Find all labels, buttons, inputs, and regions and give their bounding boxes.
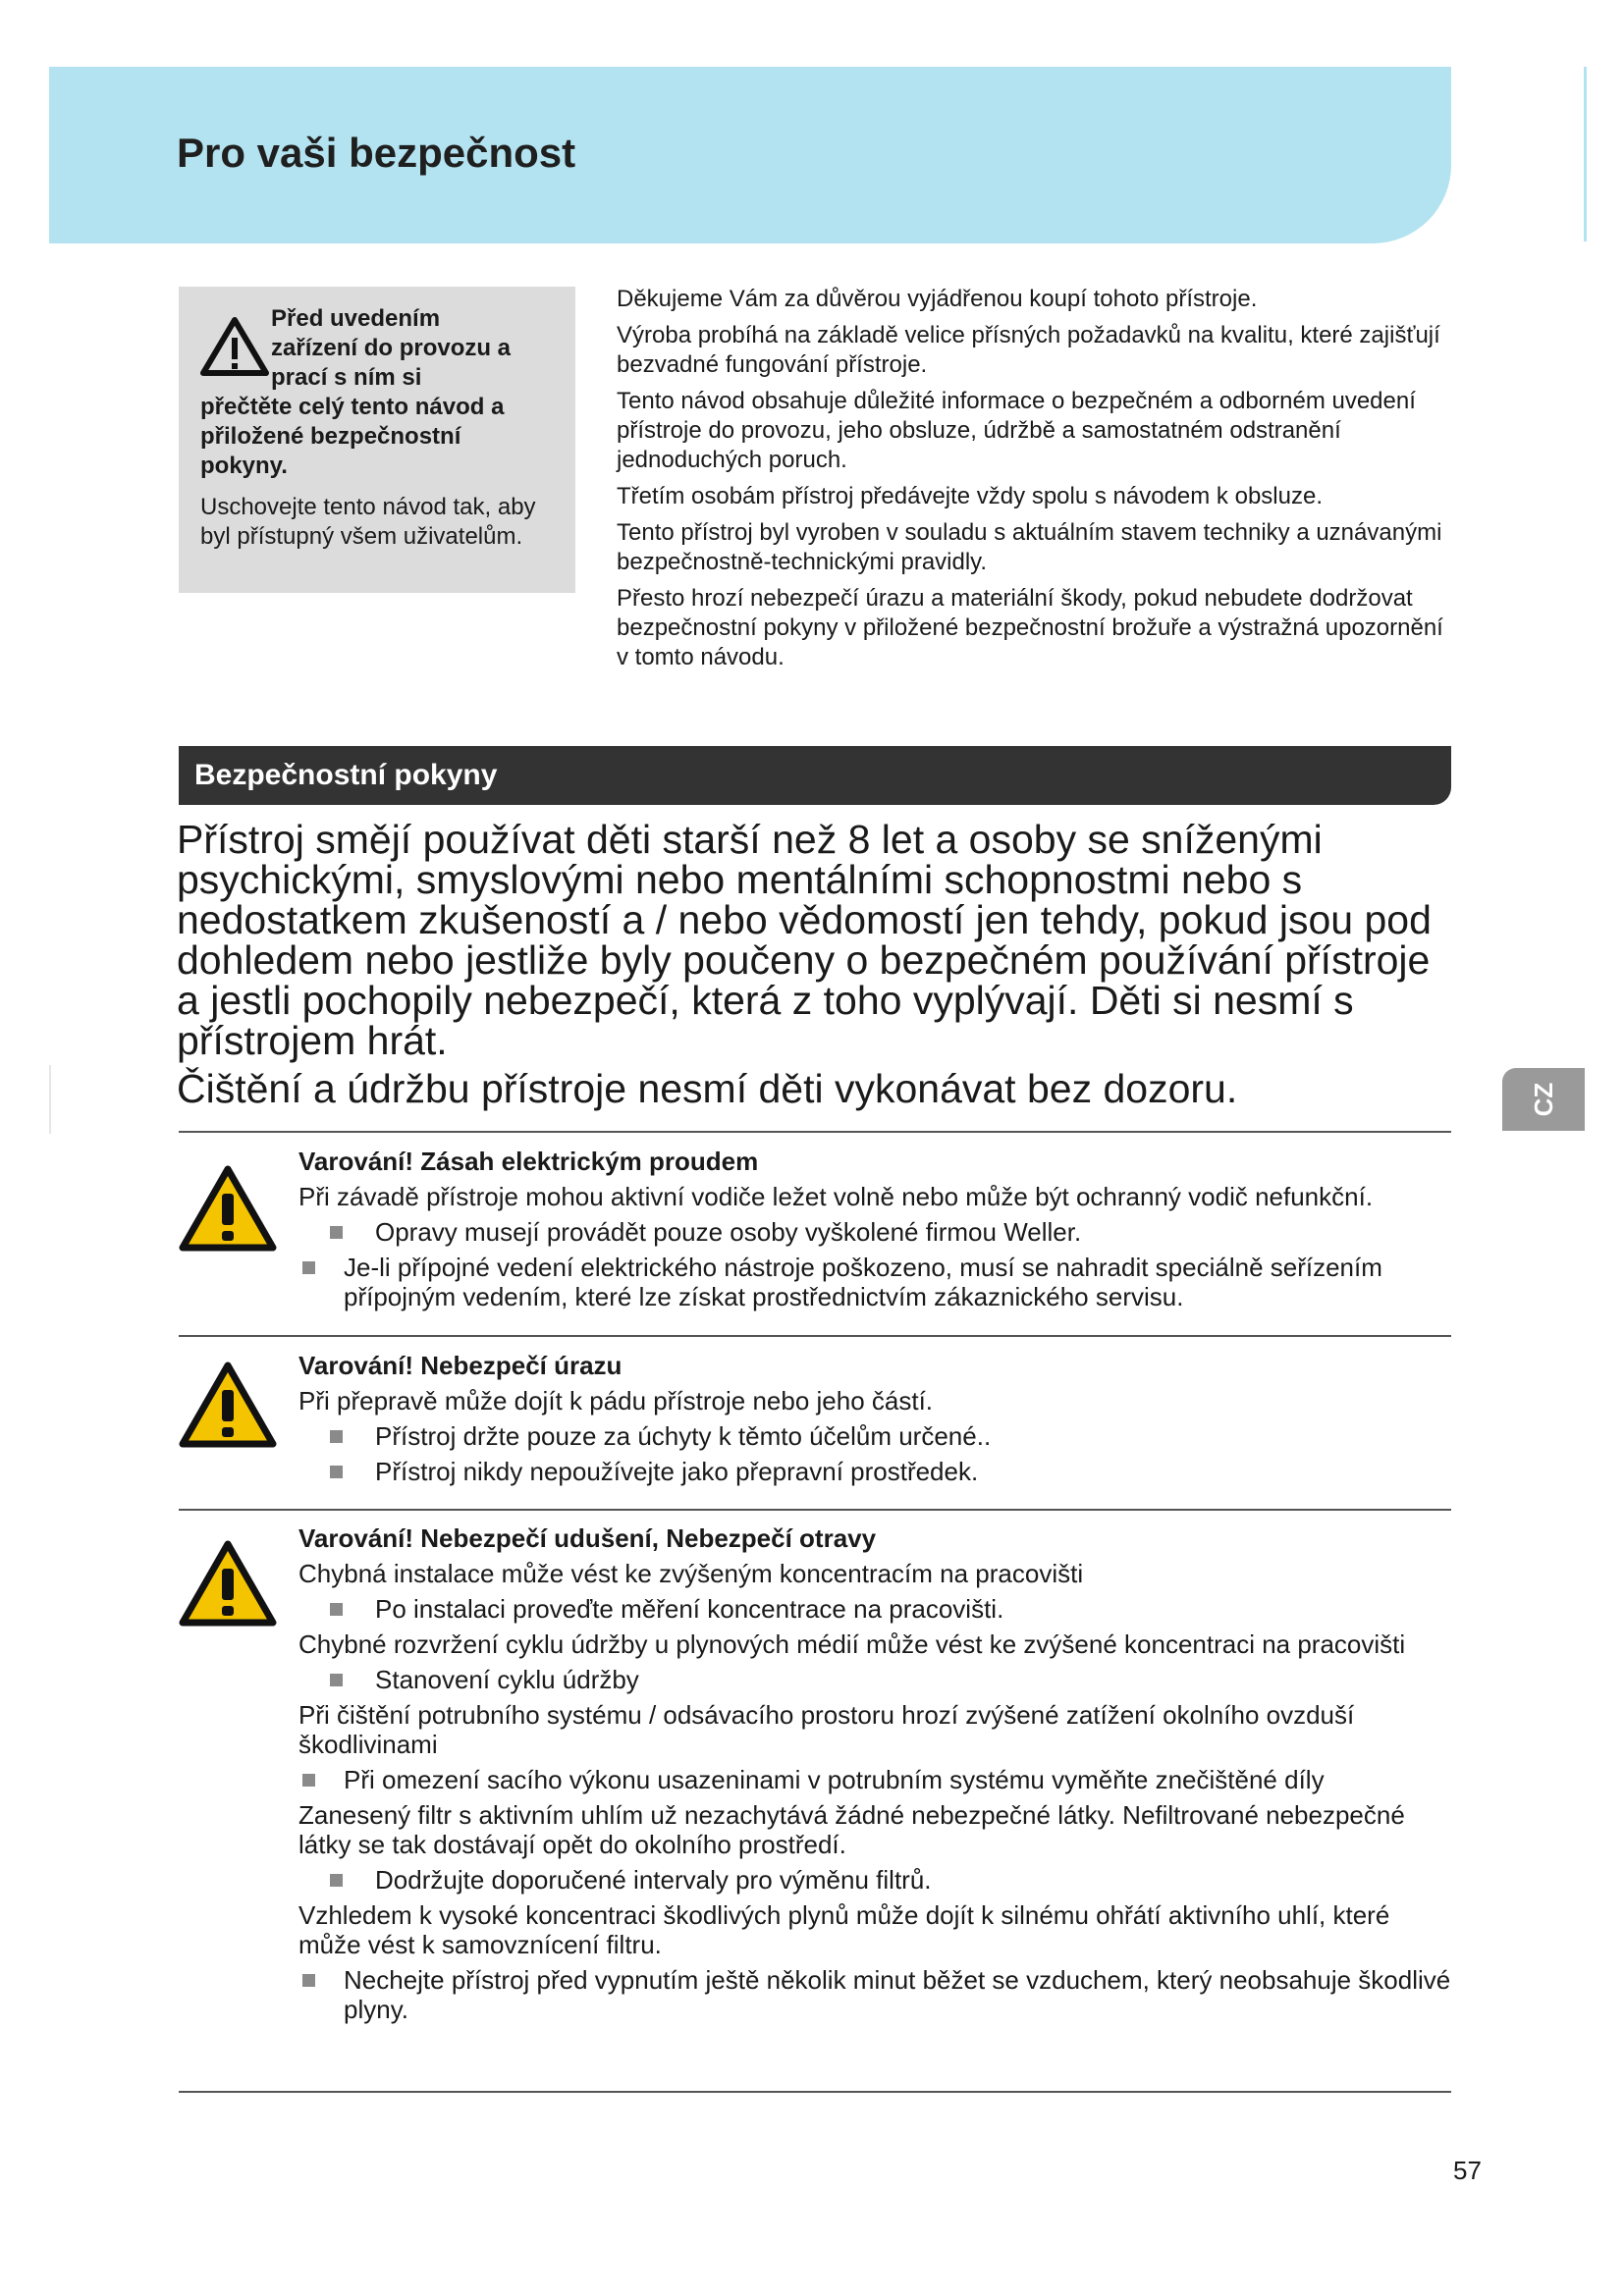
- divider: [179, 1509, 1451, 1511]
- divider: [179, 2091, 1451, 2093]
- list-item-text: Stanovení cyklu údržby: [375, 1665, 639, 1694]
- bullet-square-icon: [330, 1874, 343, 1887]
- language-tab: [1502, 1068, 1585, 1131]
- warning-text: Chybná instalace může vést ke zvýšeným koncentracím na pracovišti: [298, 1559, 1084, 1588]
- lead-paragraph: Přístroj smějí používat děti starší než 8 let a osoby se sníženými psychickými, smyslovými nebo mentálními schopnostmi nebo s nedostatkem zkušeností a / nebo vědomostí jen tehdy, pokud jsou pod dohledem nebo jestliže byly poučeny o bezpečném používání přístroje a jestli pochopily nebezpečí, která z toho vyplývají. Děti si nesmí s přístrojem hrát.: [177, 817, 1432, 1063]
- bullet-square-icon: [330, 1674, 343, 1686]
- intro-heading-line2: zařízení do provozu a: [271, 335, 512, 361]
- list-item: [298, 1665, 1455, 1694]
- edge-decoration: [1584, 67, 1587, 241]
- list-item-text: Přístroj nikdy nepoužívejte jako přepravní prostředek.: [375, 1457, 979, 1486]
- warning-title: Varování! Zásah elektrickým proudem: [298, 1147, 759, 1176]
- intro-paragraph: Třetím osobám přístroj předávejte vždy spolu s návodem k obsluze.: [617, 483, 1323, 509]
- warning-text: Při závadě přístroje mohou aktivní vodiče ležet volně nebo může být ochranný vodič nefunkční.: [298, 1182, 1374, 1211]
- divider: [179, 1335, 1451, 1337]
- intro-paragraph: Výroba probíhá na základě velice přísných požadavků na kvalitu, které zajišťují bezvadné fungování přístroje.: [617, 322, 1440, 378]
- warning-triangle-icon: [179, 1539, 277, 1628]
- bullet-square-icon: [330, 1430, 343, 1443]
- divider: [179, 1131, 1451, 1133]
- page-title: Pro vaši bezpečnost: [177, 130, 576, 176]
- intro-paragraph: Tento přístroj byl vyroben v souladu s aktuálním stavem techniky a uznávanými bezpečnostně-technickými pravidly.: [617, 519, 1442, 575]
- intro-paragraph: Přesto hrozí nebezpečí úrazu a materiální škody, pokud nebudete dodržovat bezpečnostní pokyny v přiložené bezpečnostní brožuře a výstražná upozornění v tomto návodu.: [617, 585, 1443, 670]
- list-item: [298, 1765, 1455, 1794]
- list-item-text: Po instalaci proveďte měření koncentrace na pracovišti.: [375, 1594, 1004, 1624]
- intro-heading-rest: přečtěte celý tento návod a přiložené bezpečnostní pokyny.: [200, 394, 505, 479]
- list-item-text: Je-li přípojné vedení elektrického nástroje poškozeno, musí se nahradit speciálně seřízením přípojným vedením, které lze získat prostřednictvím zákaznického servisu.: [344, 1253, 1382, 1311]
- list-item: [298, 1965, 1455, 2024]
- page-number: 57: [1453, 2156, 1482, 2185]
- list-item-text: Dodržujte doporučené intervaly pro výměnu filtrů.: [375, 1865, 932, 1895]
- list-item-text: Při omezení sacího výkonu usazeninami v potrubním systému vyměňte znečištěné díly: [344, 1765, 1325, 1794]
- bullet-square-icon: [302, 1261, 315, 1274]
- warning-text: Chybné rozvržení cyklu údržby u plynových médií může vést ke zvýšené koncentraci na pracovišti: [298, 1629, 1406, 1659]
- list-item-text: Přístroj držte pouze za úchyty k těmto účelům určené..: [375, 1421, 992, 1451]
- lead-text: [177, 817, 1443, 1111]
- list-item: [298, 1865, 1455, 1895]
- bullet-square-icon: [330, 1603, 343, 1616]
- intro-notice-box: [179, 287, 575, 593]
- bullet-square-icon: [330, 1466, 343, 1478]
- warning-text: Při přepravě může dojít k pádu přístroje nebo jeho částí.: [298, 1386, 934, 1415]
- section-heading: Bezpečnostní pokyny: [179, 746, 1451, 805]
- warning-text: Při čištění potrubního systému / odsávacího prostoru hrozí zvýšené zatížení okolního ovzduší škodlivinami: [298, 1700, 1355, 1759]
- intro-body-text: Uschovejte tento návod tak, aby byl přístupný všem uživatelům.: [200, 494, 536, 550]
- list-item: [298, 1457, 1455, 1486]
- list-item-text: Nechejte přístroj před vypnutím ještě několik minut běžet se vzduchem, který neobsahuje škodlivé plyny.: [344, 1965, 1451, 2024]
- intro-heading-line3: prací s ním si: [271, 364, 422, 391]
- list-item-text: Opravy musejí provádět pouze osoby vyškolené firmou Weller.: [375, 1217, 1082, 1247]
- intro-heading-line1: Před uvedením: [271, 305, 441, 332]
- warning-text: Zanesený filtr s aktivním uhlím už nezachytává žádné nebezpečné látky. Nefiltrované nebezpečné látky se tak dostávají opět do okolního prostředí.: [298, 1800, 1405, 1859]
- bullet-square-icon: [302, 1974, 315, 1987]
- list-item: [298, 1253, 1455, 1311]
- list-item: [298, 1594, 1455, 1624]
- intro-paragraph: Tento návod obsahuje důležité informace o bezpečném a odborném uvedení přístroje do provozu, jeho obsluze, údržbě a samostatném odstranění jednoduchých poruch.: [617, 388, 1416, 473]
- warning-title: Varování! Nebezpečí úrazu: [298, 1351, 623, 1380]
- intro-paragraph: Děkujeme Vám za důvěrou vyjádřenou koupí tohoto přístroje.: [617, 286, 1258, 312]
- warning-title: Varování! Nebezpečí udušení, Nebezpečí otravy: [298, 1523, 877, 1553]
- warning-triangle-icon: [179, 1361, 277, 1449]
- warning-text: Vzhledem k vysoké koncentraci škodlivých plynů může dojít k silnému ohřátí aktivního uhlí, které může vést k samovznícení filtru.: [298, 1900, 1390, 1959]
- warning-outline-icon: [200, 316, 269, 377]
- language-tab-label: CZ: [1529, 1082, 1558, 1117]
- warning-triangle-icon: [179, 1164, 277, 1253]
- lead-paragraph: Čištění a údržbu přístroje nesmí děti vykonávat bez dozoru.: [177, 1066, 1238, 1111]
- bullet-square-icon: [302, 1774, 315, 1787]
- intro-text: [617, 285, 1451, 679]
- bullet-square-icon: [330, 1226, 343, 1239]
- list-item: [298, 1421, 1455, 1451]
- margin-mark: [49, 1065, 51, 1134]
- list-item: [298, 1217, 1455, 1247]
